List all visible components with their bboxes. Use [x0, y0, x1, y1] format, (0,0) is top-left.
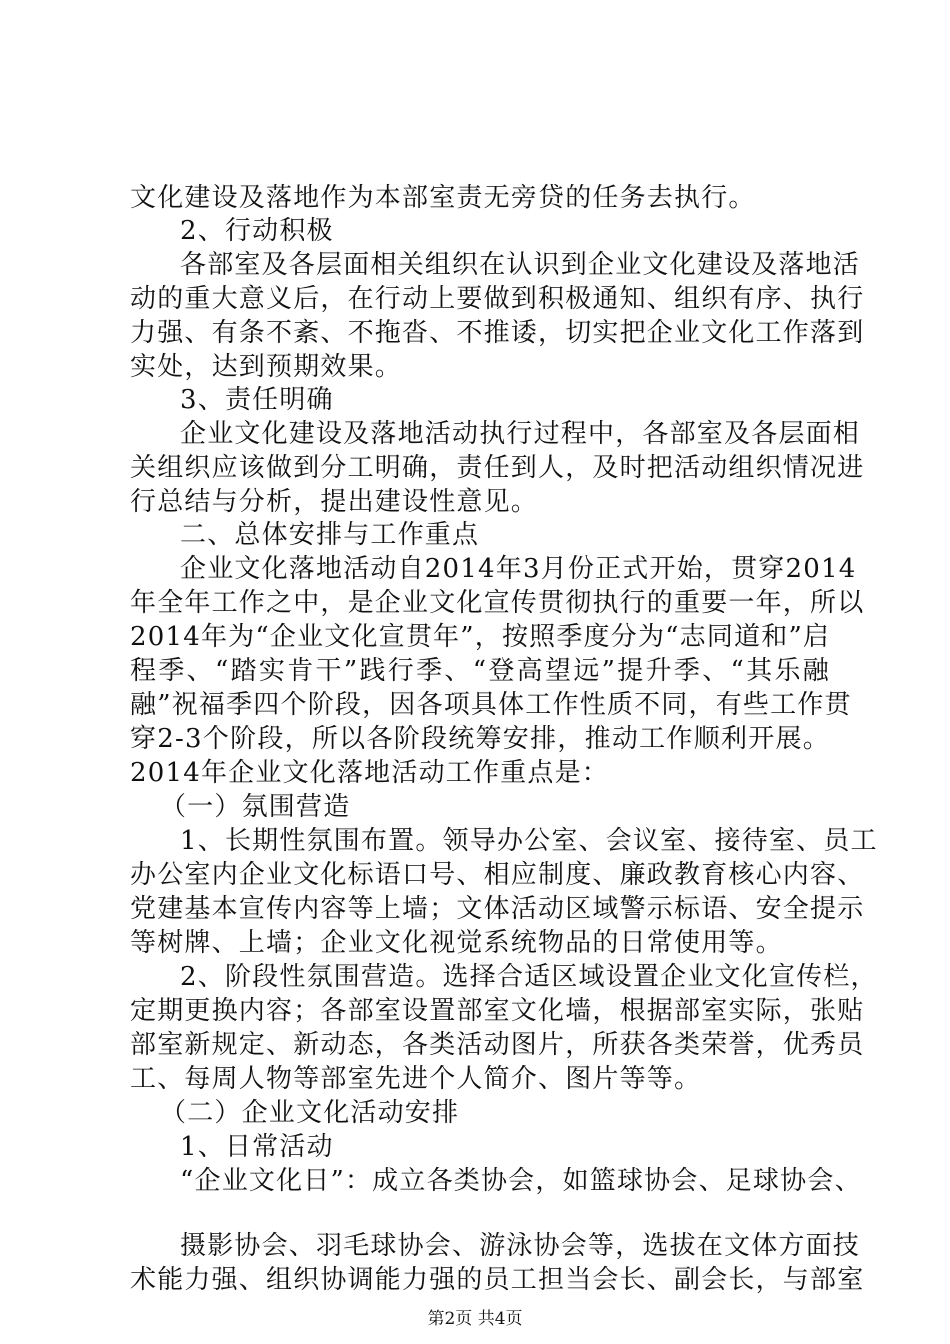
paragraph-line-17: 穿2-3个阶段，所以各阶段统筹安排，推动工作顺利开展。 — [130, 724, 830, 754]
paragraph-line-15: 程季、“踏实肯干”践行季、“登高望远”提升季、“其乐融 — [130, 656, 830, 686]
paragraph-line-4: 动的重大意义后，在行动上要做到积极通知、组织有序、执行 — [130, 284, 865, 314]
paragraph-line-1: 文化建设及落地作为本部室责无旁贷的任务去执行。 — [130, 183, 756, 213]
paragraph-line-18: 2014年企业文化落地活动工作重点是： — [130, 758, 609, 788]
subsection-heading-activities: （二）企业文化活动安排 — [160, 1098, 460, 1128]
paragraph-line-3: 各部室及各层面相关组织在认识到企业文化建设及落地活 — [180, 250, 861, 280]
section-heading-action: 2、行动积极 — [180, 216, 334, 246]
paragraph-line-31: 摄影协会、羽毛球协会、游泳协会等，选拔在文体方面技 — [180, 1231, 861, 1261]
paragraph-line-8: 企业文化建设及落地活动执行过程中，各部室及各层面相 — [180, 419, 861, 449]
paragraph-line-14: 2014年为“企业文化宣贯年”，按照季度分为“志同道和”启 — [130, 622, 831, 652]
paragraph-line-27: 工、每周人物等部室先进个人简介、图片等等。 — [130, 1064, 702, 1094]
page-number-footer: 第2页 共4页 — [427, 1309, 523, 1329]
section-heading-daily-activities: 1、日常活动 — [180, 1132, 334, 1162]
paragraph-line-5: 力强、有条不紊、不拖沓、不推诿，切实把企业文化工作落到 — [130, 318, 865, 348]
paragraph-line-23: 等树牌、上墙；企业文化视觉系统物品的日常使用等。 — [130, 928, 783, 958]
paragraph-line-13: 年全年工作之中，是企业文化宣传贯彻执行的重要一年，所以 — [130, 588, 865, 618]
paragraph-line-24: 2、阶段性氛围营造。选择合适区域设置企业文化宣传栏， — [180, 962, 878, 992]
paragraph-line-9: 关组织应该做到分工明确，责任到人，及时把活动组织情况进 — [130, 453, 865, 483]
paragraph-line-30: “企业文化日”：成立各类协会，如篮球协会、足球协会、 — [180, 1166, 862, 1196]
paragraph-line-6: 实处，达到预期效果。 — [130, 352, 403, 382]
paragraph-line-12: 企业文化落地活动自2014年3月份正式开始，贯穿2014 — [180, 554, 857, 584]
section-heading-overall: 二、总体安排与工作重点 — [180, 520, 480, 550]
paragraph-line-22: 党建基本宣传内容等上墙；文体活动区域警示标语、安全提示 — [130, 894, 865, 924]
paragraph-line-26: 部室新规定、新动态，各类活动图片，所获各类荣誉，优秀员 — [130, 1030, 865, 1060]
paragraph-line-10: 行总结与分析，提出建设性意见。 — [130, 487, 539, 517]
paragraph-line-32: 术能力强、组织协调能力强的员工担当会长、副会长，与部室 — [130, 1265, 865, 1295]
subsection-heading-atmosphere: （一）氛围营造 — [160, 792, 351, 822]
paragraph-line-20: 1、长期性氛围布置。领导办公室、会议室、接待室、员工 — [180, 826, 878, 856]
section-heading-responsibility: 3、责任明确 — [180, 385, 334, 415]
paragraph-line-16: 融”祝福季四个阶段，因各项具体工作性质不同，有些工作贯 — [130, 690, 852, 720]
paragraph-line-21: 办公室内企业文化标语口号、相应制度、廉政教育核心内容、 — [130, 860, 865, 890]
paragraph-line-25: 定期更换内容；各部室设置部室文化墙，根据部室实际，张贴 — [130, 996, 865, 1026]
